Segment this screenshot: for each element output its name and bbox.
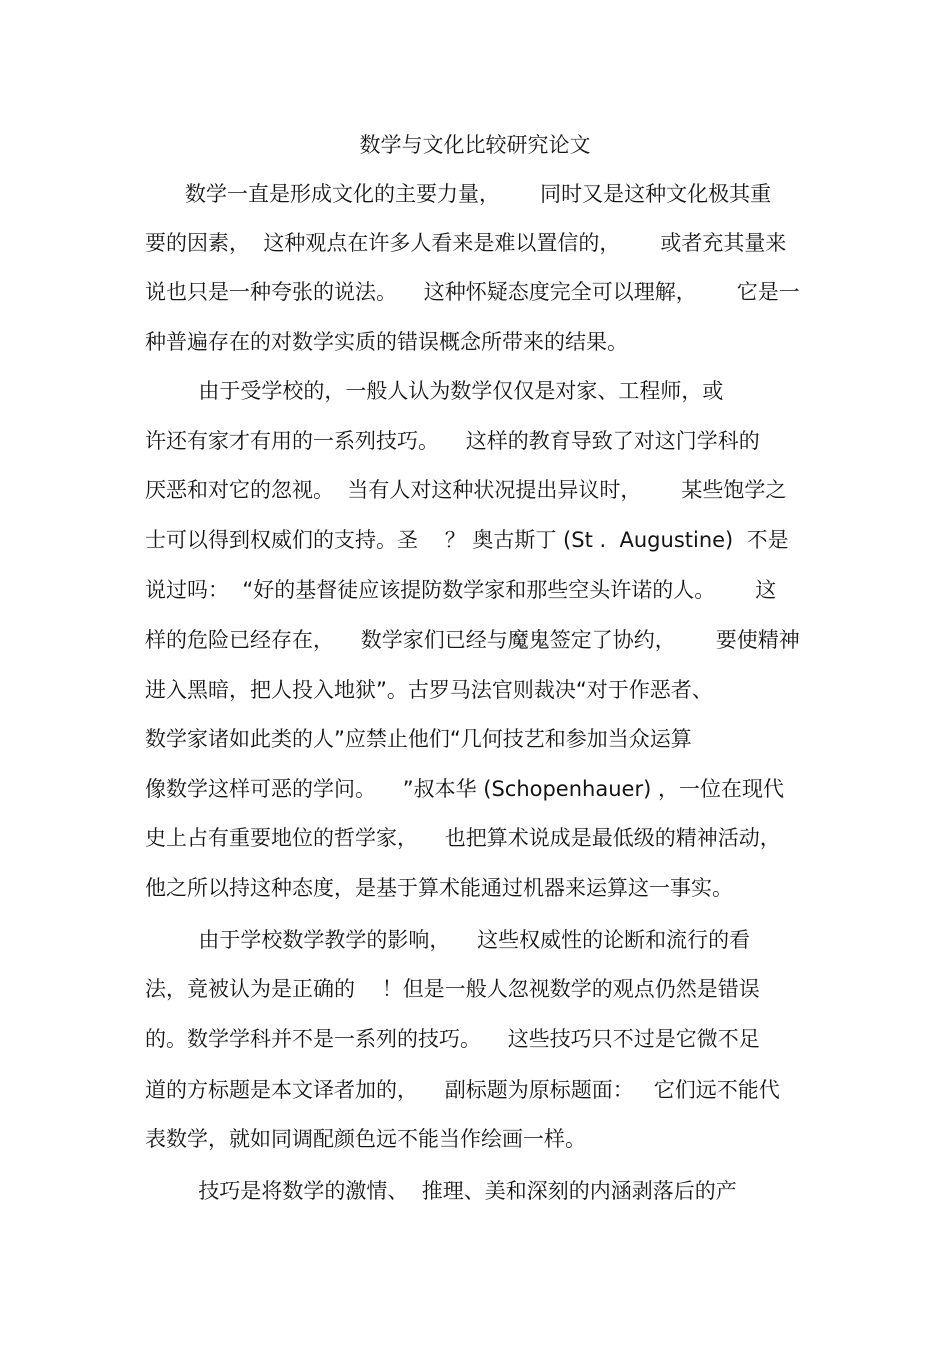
text-line: 进入黑暗，把人投入地狱”。古罗马法官则裁决“对于作恶者、 <box>145 678 713 702</box>
text-line: 道的方标题是本文译者加的， 副标题为原标题面： 它们远不能代 <box>145 1078 780 1102</box>
text-line: 厌恶和对它的忽视。 当有人对这种状况提出异议时， 某些饱学之 <box>145 478 787 502</box>
text-line: 技巧是将数学的激情、 推理、美和深刻的内涵剥落后的产 <box>145 1179 737 1203</box>
text-line: 说也只是一种夸张的说法。 这种怀疑态度完全可以理解， 它是一 <box>145 280 800 304</box>
text-line: 史上占有重要地位的哲学家， 也把算术说成是最低级的精神活动， <box>145 826 781 850</box>
text-line: 要的因素， 这种观点在许多人看来是难以置信的， 或者充其量来 <box>145 231 787 255</box>
text-line: 表数学，就如同调配颜色远不能当作绘画一样。 <box>145 1127 586 1151</box>
text-line: 样的危险已经存在， 数学家们已经与魔鬼签定了协约， 要使精神 <box>145 628 800 652</box>
text-line: 士可以得到权威们的支持。圣 ？ 奥古斯丁 (St . Augustine) 不是 <box>145 528 789 552</box>
text-line: 像数学这样可恶的学问。 ”叔本华 (Schopenhauer) ，一位在现代 <box>145 777 784 801</box>
text-line: 许还有家才有用的一系列技巧。 这样的教育导致了对这门学科的 <box>145 429 760 453</box>
text-line: 由于受学校的，一般人认为数学仅仅是对家、工程师，或 <box>145 379 724 403</box>
text-line: 他之所以持这种态度，是基于算术能通过机器来运算这一事实。 <box>145 876 733 900</box>
text-line: 数学家诸如此类的人”应禁止他们“几何技艺和参加当众运算 <box>145 727 692 751</box>
text-line: 由于学校数学教学的影响， 这些权威性的论断和流行的看 <box>145 928 751 952</box>
text-line: 说过吗： “好的基督徒应该提防数学家和那些空头许诺的人。 这 <box>145 578 777 602</box>
text-line: 的。数学学科并不是一系列的技巧。 这些技巧只不过是它微不足 <box>145 1027 760 1051</box>
text-line: 种普遍存在的对数学实质的错误概念所带来的结果。 <box>145 330 628 354</box>
document-title: 数学与文化比较研究论文 <box>359 133 591 157</box>
text-line: 数学一直是形成文化的主要力量， 同时又是这种文化极其重 <box>145 182 772 206</box>
text-line: 法，竟被认为是正确的 ！但是一般人忽视数学的观点仍然是错误 <box>145 977 760 1001</box>
